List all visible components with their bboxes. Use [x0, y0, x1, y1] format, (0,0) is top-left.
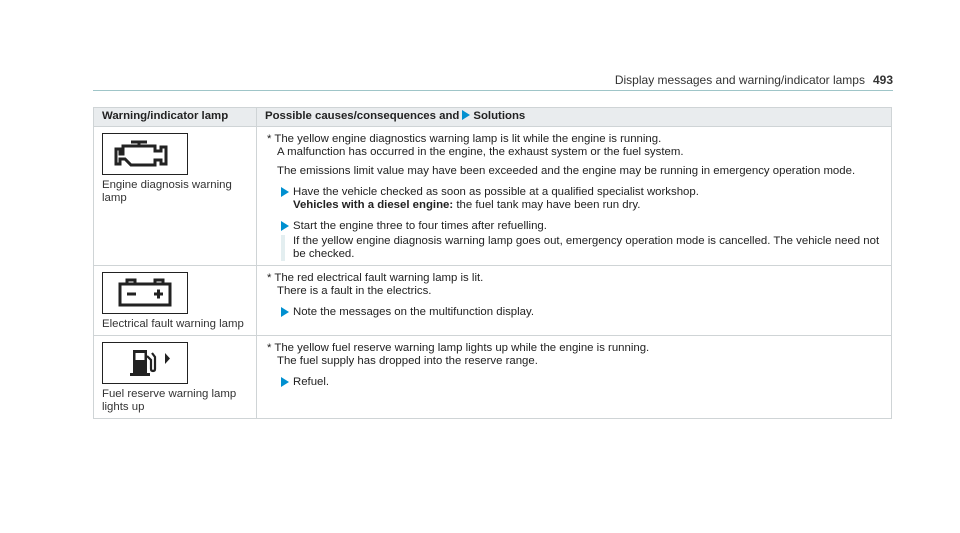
cause-text [267, 272, 881, 298]
solution-item [267, 186, 881, 212]
solution-arrow-icon [281, 221, 289, 231]
lamp-cell [94, 266, 257, 336]
note-text: If the yellow engine diagnosis warning lamp goes out, emergency operation mode is cancelled. The vehicle need not be checked. [293, 235, 880, 260]
note-bar [281, 235, 285, 261]
header-title: Display messages and warning/indicator lamps [614, 73, 865, 87]
page-header [615, 73, 893, 87]
header-rule [93, 90, 893, 91]
causes-cell [257, 127, 892, 266]
solution-text: Have the vehicle checked as soon as possible at a qualified specialist workshop. [293, 186, 699, 198]
solution-item [267, 220, 881, 233]
solution-arrow-icon [281, 187, 289, 197]
solution-arrow-icon [281, 307, 289, 317]
diesel-note [293, 199, 881, 212]
page-number: 493 [872, 73, 893, 87]
warning-lamp-table [93, 107, 892, 419]
cause-line: A malfunction has occurred in the engine, the exhaust system or the fuel system. [277, 146, 684, 158]
cause-line: * The red electrical fault warning lamp is lit. [267, 272, 484, 284]
lamp-label: Fuel reserve warning lamp lights up [102, 388, 237, 413]
solution-text: Note the messages on the multifunction display. [293, 306, 535, 318]
cause-line: * The yellow engine diagnostics warning lamp is lit while the engine is running. [267, 133, 662, 145]
causes-cell [257, 266, 892, 336]
lamp-label: Electrical fault warning lamp [102, 318, 244, 330]
diesel-text: the fuel tank may have been run dry. [456, 199, 641, 211]
lamp-cell [94, 336, 257, 419]
table-row [94, 266, 892, 336]
table-header-row [94, 108, 892, 127]
col-header-solutions-text: Solutions [473, 110, 526, 122]
col-header-causes-text: Possible causes/consequences and [265, 110, 460, 122]
solution-text: Start the engine three to four times after refuelling. [293, 220, 547, 232]
solution-arrow-icon [462, 110, 470, 120]
col-header-causes [257, 108, 892, 127]
solution-text: Refuel. [293, 376, 330, 388]
solution-item [267, 376, 881, 389]
solution-arrow-icon [281, 377, 289, 387]
battery-icon [102, 272, 188, 314]
cause-text [267, 342, 881, 368]
solution-note [267, 235, 881, 261]
fuel-pump-icon [102, 342, 188, 384]
table-row [94, 336, 892, 419]
cause-line: There is a fault in the electrics. [277, 285, 432, 297]
cause-line: The fuel supply has dropped into the reserve range. [277, 355, 538, 367]
diesel-label: Vehicles with a diesel engine: [293, 199, 454, 211]
cause-line: * The yellow fuel reserve warning lamp lights up while the engine is running. [267, 342, 650, 354]
col-header-lamp: Warning/indicator lamp [94, 108, 257, 127]
cause-line: The emissions limit value may have been exceeded and the engine may be running in emergency operation mode. [277, 165, 856, 177]
solution-item [267, 306, 881, 319]
causes-cell [257, 336, 892, 419]
table-row [94, 127, 892, 266]
lamp-label: Engine diagnosis warning lamp [102, 179, 232, 204]
engine-diagnosis-icon [102, 133, 188, 175]
lamp-cell [94, 127, 257, 266]
cause-text [267, 133, 881, 159]
